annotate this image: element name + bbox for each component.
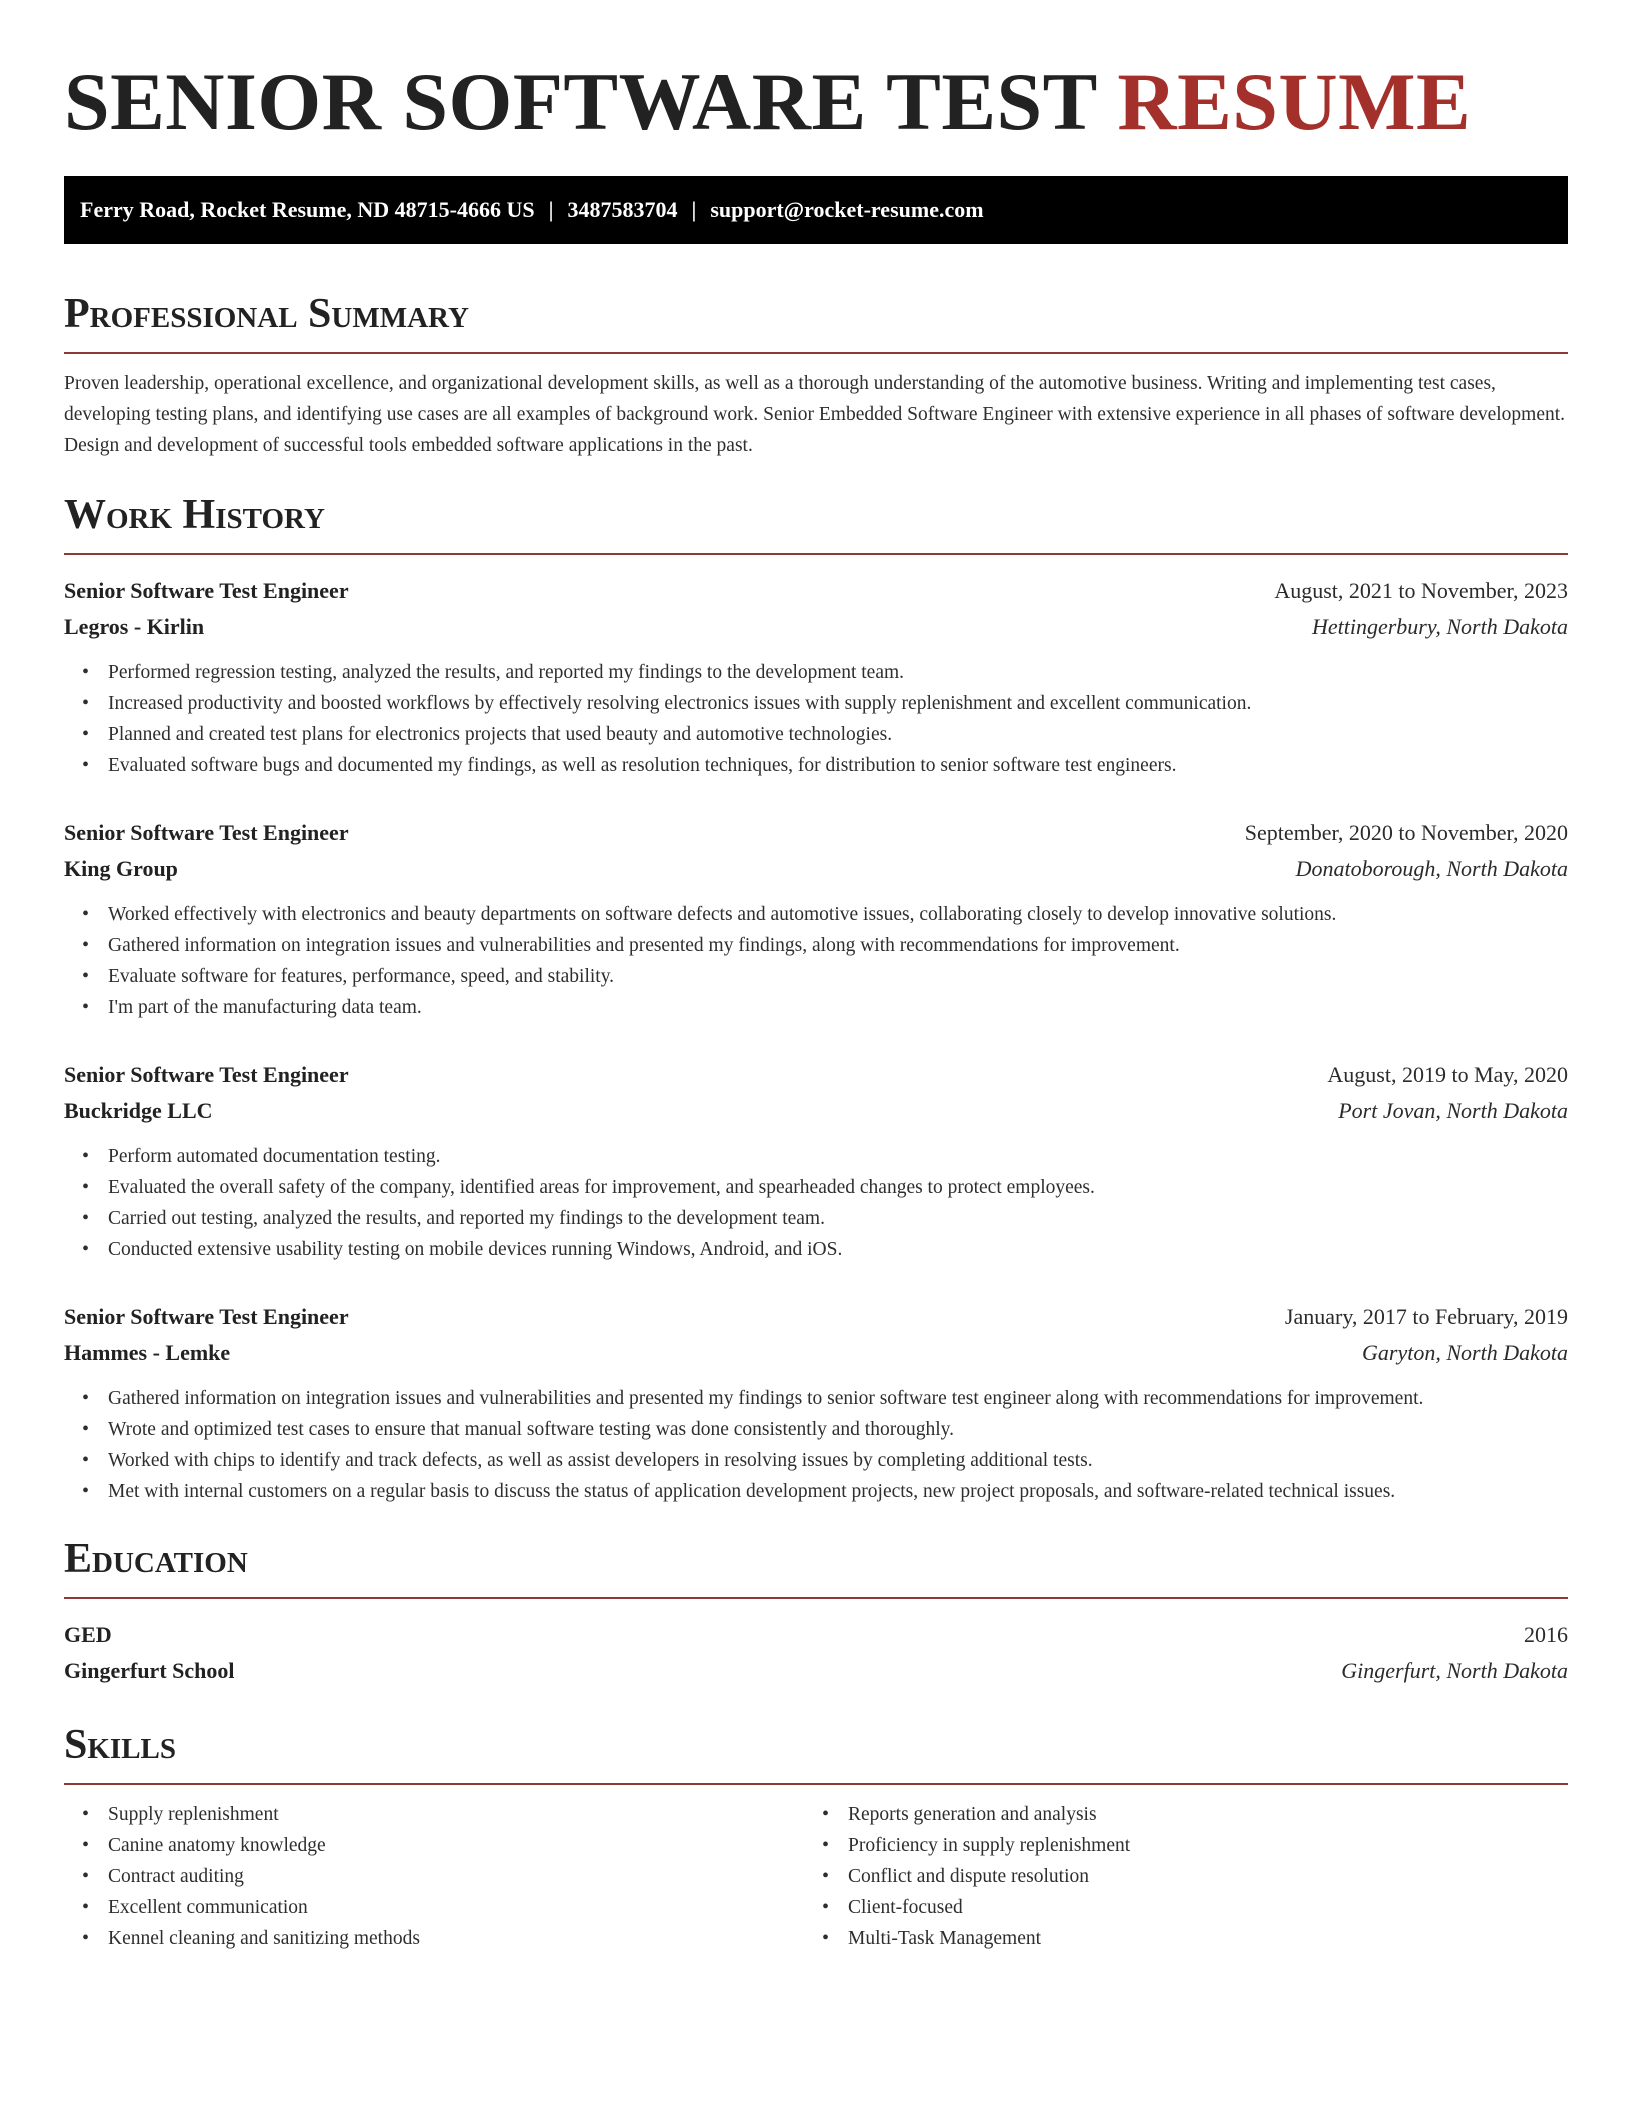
job-bullet: • Evaluated software bugs and documented my findings, as well as resolution techniques, for distribution to senior software test engineers. bbox=[108, 750, 1568, 781]
resume-title bbox=[64, 0, 1568, 152]
summary-heading: Professional Summary bbox=[64, 286, 1568, 354]
education-school: Gingerfurt School bbox=[64, 1658, 235, 1683]
skills-list bbox=[804, 1799, 1544, 1954]
education-entry bbox=[64, 1617, 1568, 1689]
contact-address: Ferry Road, Rocket Resume, ND 48715-4666 US bbox=[80, 197, 535, 222]
job-bullet: • Worked with chips to identify and track defects, as well as assist developers in resolving issues by completing additional tests. bbox=[108, 1445, 1568, 1476]
job-location: Port Jovan, North Dakota bbox=[1338, 1098, 1568, 1123]
job-bullet: • Conducted extensive usability testing on mobile devices running Windows, Android, and iOS. bbox=[108, 1234, 1568, 1265]
job-bullets bbox=[64, 657, 1568, 781]
contact-separator: | bbox=[548, 197, 554, 222]
job-entry bbox=[64, 1299, 1568, 1507]
job-title: Senior Software Test Engineer bbox=[64, 1304, 349, 1329]
job-company-row bbox=[64, 1335, 1568, 1371]
job-company-row bbox=[64, 1093, 1568, 1129]
education-location: Gingerfurt, North Dakota bbox=[1341, 1658, 1568, 1683]
job-bullet: • Planned and created test plans for electronics projects that used beauty and automotive technologies. bbox=[108, 719, 1568, 750]
skill-item: • Client-focused bbox=[848, 1892, 1544, 1923]
skills-column-right bbox=[804, 1799, 1544, 1954]
summary-text: Proven leadership, operational excellence, and organizational development skills, as well as a thorough understanding of the automotive business. Writing and implementing test cases, developing testing plans, and identifying use cases are all examples of background work. Senior Embedded Software Engineer with extensive experience in all phases of software development. Design and development of successful tools embedded software applications in the past. bbox=[64, 373, 1566, 456]
job-company: Legros - Kirlin bbox=[64, 614, 205, 639]
job-location: Donatoborough, North Dakota bbox=[1295, 856, 1568, 881]
contact-bar bbox=[64, 176, 1568, 244]
education-school-row bbox=[64, 1653, 1568, 1689]
job-header-row bbox=[64, 1299, 1568, 1335]
skill-item: • Multi-Task Management bbox=[848, 1923, 1544, 1954]
job-dates: August, 2021 to November, 2023 bbox=[1274, 578, 1568, 603]
job-location: Hettingerbury, North Dakota bbox=[1311, 614, 1568, 639]
skills-heading: Skills bbox=[64, 1717, 1568, 1785]
job-bullet: • Evaluate software for features, performance, speed, and stability. bbox=[108, 961, 1568, 992]
contact-email: support@rocket-resume.com bbox=[710, 197, 984, 222]
job-location: Garyton, North Dakota bbox=[1362, 1340, 1568, 1365]
skills-grid bbox=[64, 1799, 1568, 1954]
job-bullet: • Gathered information on integration issues and vulnerabilities and presented my findings to senior software test engineer along with recommendations for improvement. bbox=[108, 1383, 1568, 1414]
job-title: Senior Software Test Engineer bbox=[64, 578, 349, 603]
job-bullets bbox=[64, 899, 1568, 1023]
contact-phone: 3487583704 bbox=[567, 197, 678, 222]
title-main: SENIOR SOFTWARE TEST bbox=[64, 56, 1097, 147]
job-bullet: • Gathered information on integration issues and vulnerabilities and presented my findings, along with recommendations for improvement. bbox=[108, 930, 1568, 961]
job-company: Buckridge LLC bbox=[64, 1098, 213, 1123]
education-year: 2016 bbox=[1524, 1622, 1568, 1647]
job-title: Senior Software Test Engineer bbox=[64, 1062, 349, 1087]
skill-item: • Contract auditing bbox=[108, 1861, 804, 1892]
job-bullets bbox=[64, 1383, 1568, 1507]
job-bullet: • Met with internal customers on a regular basis to discuss the status of application development projects, new project proposals, and software-related technical issues. bbox=[108, 1476, 1568, 1507]
job-header-row bbox=[64, 1057, 1568, 1093]
job-entry bbox=[64, 573, 1568, 781]
skill-item: • Excellent communication bbox=[108, 1892, 804, 1923]
job-bullets bbox=[64, 1141, 1568, 1265]
contact-separator: | bbox=[691, 197, 697, 222]
job-bullet: • Increased productivity and boosted workflows by effectively resolving electronics issues with supply replenishment and excellent communication. bbox=[108, 688, 1568, 719]
job-bullet: • Carried out testing, analyzed the results, and reported my findings to the development team. bbox=[108, 1203, 1568, 1234]
job-company-row bbox=[64, 851, 1568, 887]
job-header-row bbox=[64, 815, 1568, 851]
education-degree-row bbox=[64, 1617, 1568, 1653]
job-bullet: • Perform automated documentation testing. bbox=[108, 1141, 1568, 1172]
job-entry bbox=[64, 1057, 1568, 1265]
job-company: Hammes - Lemke bbox=[64, 1340, 231, 1365]
skills-list bbox=[64, 1799, 804, 1954]
job-bullet: • Evaluated the overall safety of the company, identified areas for improvement, and spearheaded changes to protect employees. bbox=[108, 1172, 1568, 1203]
education-heading: Education bbox=[64, 1531, 1568, 1599]
job-company: King Group bbox=[64, 856, 178, 881]
skill-item: • Canine anatomy knowledge bbox=[108, 1830, 804, 1861]
job-entry bbox=[64, 815, 1568, 1023]
skill-item: • Proficiency in supply replenishment bbox=[848, 1830, 1544, 1861]
skill-item: • Kennel cleaning and sanitizing methods bbox=[108, 1923, 804, 1954]
skill-item: • Conflict and dispute resolution bbox=[848, 1861, 1544, 1892]
job-bullet: • Performed regression testing, analyzed the results, and reported my findings to the development team. bbox=[108, 657, 1568, 688]
job-title: Senior Software Test Engineer bbox=[64, 820, 349, 845]
job-dates: August, 2019 to May, 2020 bbox=[1327, 1062, 1568, 1087]
job-dates: January, 2017 to February, 2019 bbox=[1284, 1304, 1568, 1329]
skill-item: • Supply replenishment bbox=[108, 1799, 804, 1830]
job-bullet: • Wrote and optimized test cases to ensure that manual software testing was done consistently and thoroughly. bbox=[108, 1414, 1568, 1445]
job-company-row bbox=[64, 609, 1568, 645]
resume-page bbox=[64, 0, 1568, 1954]
skill-item: • Reports generation and analysis bbox=[848, 1799, 1544, 1830]
skills-column-left bbox=[64, 1799, 804, 1954]
title-accent: RESUME bbox=[1117, 56, 1472, 147]
job-dates: September, 2020 to November, 2020 bbox=[1244, 820, 1568, 845]
job-header-row bbox=[64, 573, 1568, 609]
job-bullet: • I'm part of the manufacturing data team. bbox=[108, 992, 1568, 1023]
education-degree: GED bbox=[64, 1622, 112, 1647]
job-bullet: • Worked effectively with electronics and beauty departments on software defects and automotive issues, collaborating closely to develop innovative solutions. bbox=[108, 899, 1568, 930]
work-history-heading: Work History bbox=[64, 487, 1568, 555]
